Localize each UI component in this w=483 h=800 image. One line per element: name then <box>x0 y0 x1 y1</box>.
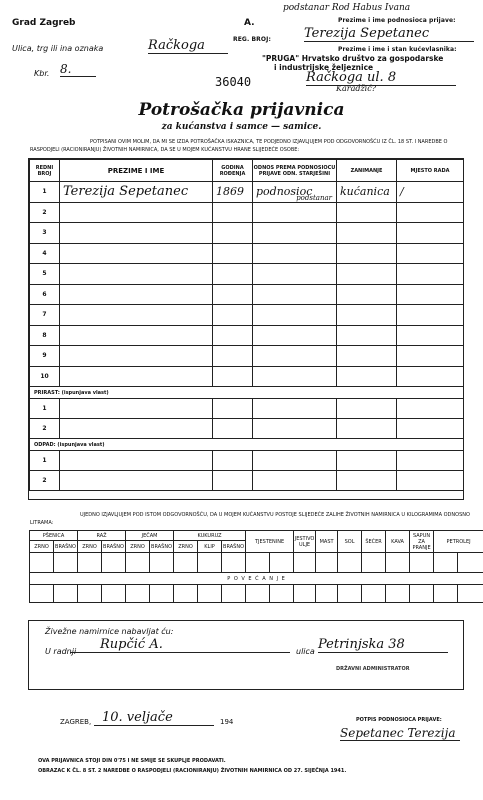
stock-cell <box>270 553 294 573</box>
col-work: MJESTO RADA <box>397 160 464 182</box>
table-row <box>30 451 464 471</box>
stock-cell <box>434 553 458 573</box>
prirast-label: PRIRAST: (ispunjava vlast) <box>30 387 464 399</box>
stock-cell <box>30 585 54 603</box>
cell-name <box>60 284 213 305</box>
stock-cell <box>222 553 246 573</box>
sub-brasno: BRAŠNO <box>222 541 246 553</box>
cell-no: 7 <box>30 305 60 326</box>
cell-empty <box>397 419 464 439</box>
cell-name <box>60 223 213 244</box>
cell-relation <box>253 305 337 326</box>
cell-year <box>213 243 253 264</box>
cell-work: / <box>397 182 464 203</box>
stamp-line1: "PRUGA" Hrvatsko društvo za gospodarske <box>262 54 444 63</box>
stock-cell <box>338 585 362 603</box>
cell-empty <box>213 419 253 439</box>
stock-cell <box>386 553 410 573</box>
sub-zrno: ZRNO <box>174 541 198 553</box>
cell-name <box>60 346 213 367</box>
cell-empty <box>213 471 253 491</box>
signature-label: POTPIS PODNOSIOCA PRIJAVE: <box>356 717 442 723</box>
stock-cell <box>410 553 434 573</box>
table-row <box>30 471 464 491</box>
cell-no: 3 <box>30 223 60 244</box>
cell-year <box>213 284 253 305</box>
cell-relation <box>253 366 337 387</box>
stock-cell <box>246 585 270 603</box>
stock-cell <box>54 553 78 573</box>
form-letter: A. <box>244 18 255 28</box>
page-title: Potrošačka prijavnica <box>138 100 345 120</box>
stock-intro: UJEDNO IZJAVLJUJEM POD ISTOM ODGOVORNOŠĆU, DA U MOJEM KUĆANSTVU POSTOJE SLIJEDEĆE ZALIHE ŽIVOTNIH NAMIRNICA U KILOGRAMIMA ODNOSNO LITRAMA: <box>30 512 470 526</box>
sub-brasno: BRAŠNO <box>102 541 126 553</box>
table-row <box>30 305 464 326</box>
owner-note: Karadžić? <box>336 84 377 93</box>
cell-empty <box>253 451 337 471</box>
supply-street-value: Petrinjska 38 <box>318 637 448 653</box>
stock-group-psenica: PŠENICA <box>30 531 78 541</box>
cell-relation <box>253 264 337 285</box>
date-value: 10. veljače <box>94 710 214 726</box>
cell-no: 1 <box>30 451 60 471</box>
applicant-label: Prezime i ime podnosioca prijave: <box>338 17 456 24</box>
cell-no: 2 <box>30 202 60 223</box>
odpad-label: ODPAD: (ispunjava vlast) <box>30 439 464 451</box>
cell-no: 10 <box>30 366 60 387</box>
sub-klip: KLIP <box>198 541 222 553</box>
cell-empty <box>397 471 464 491</box>
cell-work <box>397 243 464 264</box>
stock-cell <box>174 585 198 603</box>
cell-year <box>213 305 253 326</box>
cell-relation <box>253 202 337 223</box>
cell-work <box>397 305 464 326</box>
stock-cell <box>174 553 198 573</box>
year-label: 194 <box>220 718 234 726</box>
stock-cell <box>102 585 126 603</box>
cell-empty <box>337 419 397 439</box>
street-value: Račkoga <box>148 38 228 54</box>
table-row <box>30 284 464 305</box>
stock-cell <box>270 585 294 603</box>
table-row <box>30 346 464 367</box>
cell-empty <box>253 471 337 491</box>
stock-cell <box>294 585 316 603</box>
cell-name: Terezija Sepetanec <box>60 182 213 203</box>
house-label: Kbr. <box>34 69 50 78</box>
cell-empty <box>397 451 464 471</box>
cell-job: kućanica <box>337 182 397 203</box>
stock-col-sol: SOL <box>338 531 362 553</box>
cell-empty <box>253 419 337 439</box>
cell-relation <box>253 284 337 305</box>
cell-relation: podnosioc podstanar <box>253 182 337 203</box>
stock-cell <box>126 553 150 573</box>
stock-cell <box>410 585 434 603</box>
footer-note-1: OVA PRIJAVNICA STOJI DIN 0'75 I NE SMIJE SE SKUPLJE PRODAVATI. <box>38 758 226 764</box>
stock-table <box>29 530 483 603</box>
stamp-line2: i industrijske željeznice <box>274 63 374 72</box>
owner-value: Račkoga ul. 8 <box>306 70 456 86</box>
stock-group-raz: RAŽ <box>78 531 126 541</box>
cell-year: 1869 <box>213 182 253 203</box>
cell-no: 9 <box>30 346 60 367</box>
table-row <box>30 223 464 244</box>
stock-cell <box>434 585 458 603</box>
stock-cell <box>78 553 102 573</box>
stock-col-petrolej: PETROLEJ <box>434 531 483 553</box>
cell-no: 1 <box>30 399 60 419</box>
cell-job <box>337 223 397 244</box>
col-no: REDNI BROJ <box>30 160 60 182</box>
cell-empty <box>60 419 213 439</box>
footer-note-2: OBRAZAC K ČL. 8 ST. 2 NAREDBE O RASPODJELI (RACIONIRANJU) ŽIVOTNIH NAMIRNICA OD 27. SIJEČNJA 1941. <box>38 768 347 774</box>
cell-no: 8 <box>30 325 60 346</box>
cell-relation <box>253 243 337 264</box>
house-value: 8. <box>60 62 96 77</box>
intro-text: POTPISANI OVIM MOLIM, DA MI SE IZDA POTROŠAČKA ISKAZNICA, TE PODJEDNO IZJAVLJUJEM POD ODGOVORNOŠĆU IZ ČL. 18 ST. I NAREDBE O RASPODJELI (RACIONIRANJU) ŽIVOTNIH NAMIRNICA, DA SE U MOJEM KUĆANSTVU HRANE SLIJEDEĆE OSOBE: <box>30 139 448 153</box>
note-top: podstanar Rod Habus Ivana <box>283 3 411 13</box>
col-name: PREZIME I IME <box>60 160 213 182</box>
cell-empty <box>397 399 464 419</box>
stock-cell <box>338 553 362 573</box>
stock-cell <box>458 553 483 573</box>
cell-year <box>213 264 253 285</box>
page-subtitle: za kućanstva i samce — samice. <box>161 122 322 132</box>
cell-job <box>337 264 397 285</box>
cell-year <box>213 346 253 367</box>
cell-relation <box>253 325 337 346</box>
cell-empty <box>337 451 397 471</box>
form-number: 36040 <box>215 75 252 89</box>
signature-value: Sepetanec Terezija <box>340 726 460 741</box>
stock-cell <box>294 553 316 573</box>
cell-work <box>397 264 464 285</box>
cell-year <box>213 202 253 223</box>
cell-empty <box>60 451 213 471</box>
stock-cell <box>198 585 222 603</box>
cell-job <box>337 243 397 264</box>
table-row <box>30 325 464 346</box>
table-row <box>30 366 464 387</box>
sub-brasno: BRAŠNO <box>54 541 78 553</box>
stock-col-ulje: JESTIVO ULJE <box>294 531 316 553</box>
stock-cell <box>362 553 386 573</box>
cell-year <box>213 223 253 244</box>
cell-job <box>337 284 397 305</box>
cell-work <box>397 346 464 367</box>
cell-job <box>337 305 397 326</box>
cell-empty <box>213 399 253 419</box>
cell-empty <box>337 471 397 491</box>
reg-label: REG. BROJ: <box>233 36 271 43</box>
supply-label: Živežne namirnice nabavljat ću: <box>45 627 174 636</box>
stock-cell <box>316 585 338 603</box>
stock-cell <box>316 553 338 573</box>
stock-cell <box>54 585 78 603</box>
cell-no: 2 <box>30 419 60 439</box>
cell-job <box>337 202 397 223</box>
cell-no: 5 <box>30 264 60 285</box>
place-label: ZAGREB, <box>60 718 92 726</box>
col-year: GODINA ROĐENJA <box>213 160 253 182</box>
cell-name <box>60 305 213 326</box>
applicant-value: Terezija Sepetanec <box>304 26 474 42</box>
stock-cell <box>126 585 150 603</box>
cell-no: 1 <box>30 182 60 203</box>
stock-increase-label: P O V E Ć A N J E <box>30 573 483 585</box>
stock-cell <box>362 585 386 603</box>
table-row <box>30 264 464 285</box>
cell-job <box>337 346 397 367</box>
cell-empty <box>213 451 253 471</box>
stock-cell <box>102 553 126 573</box>
cell-name <box>60 366 213 387</box>
supply-street-label: ulica <box>296 647 315 656</box>
cell-empty <box>337 399 397 419</box>
cell-relation <box>253 346 337 367</box>
cell-work <box>397 223 464 244</box>
stock-cell <box>150 553 174 573</box>
table-row <box>30 182 464 203</box>
stock-group-jecam: JEČAM <box>126 531 174 541</box>
cell-name <box>60 202 213 223</box>
stock-cell <box>30 553 54 573</box>
stock-cell <box>198 553 222 573</box>
table-row <box>30 243 464 264</box>
shop-value: Rupčić A. <box>70 637 290 653</box>
stock-cell <box>458 585 483 603</box>
cell-empty <box>253 399 337 419</box>
cell-work <box>397 202 464 223</box>
sub-zrno: ZRNO <box>30 541 54 553</box>
stock-col-kava: KAVA <box>386 531 410 553</box>
cell-year <box>213 366 253 387</box>
stock-group-kukuruz: KUKURUZ <box>174 531 246 541</box>
cell-work <box>397 284 464 305</box>
col-job: ZANIMANJE <box>337 160 397 182</box>
cell-work <box>397 366 464 387</box>
cell-empty <box>60 471 213 491</box>
sub-zrno: ZRNO <box>78 541 102 553</box>
stock-cell <box>150 585 174 603</box>
stock-cell <box>222 585 246 603</box>
cell-relation <box>253 223 337 244</box>
relation-note: podstanar <box>296 193 332 202</box>
state-stamp: DRŽAVNI ADMINISTRATOR <box>336 666 410 672</box>
stock-col-tjestenine: TJESTENINE <box>246 531 294 553</box>
cell-no: 6 <box>30 284 60 305</box>
owner-label: Prezime i ime i stan kućevlasnika: <box>338 46 457 53</box>
sub-brasno: BRAŠNO <box>150 541 174 553</box>
cell-no: 2 <box>30 471 60 491</box>
cell-no: 4 <box>30 243 60 264</box>
cell-name <box>60 243 213 264</box>
cell-job <box>337 366 397 387</box>
cell-name <box>60 325 213 346</box>
city-label: Grad Zagreb <box>12 18 76 28</box>
table-row <box>30 419 464 439</box>
cell-work <box>397 325 464 346</box>
stock-col-sapun: SAPUN ZA PRANJE <box>410 531 434 553</box>
sub-zrno: ZRNO <box>126 541 150 553</box>
cell-job <box>337 325 397 346</box>
stock-cell <box>386 585 410 603</box>
cell-name <box>60 264 213 285</box>
persons-table <box>29 159 464 491</box>
stock-cell <box>78 585 102 603</box>
col-relation: ODNOS PREMA PODNOSIOCU PRIJAVE ODN. STARJEŠINI <box>253 160 337 182</box>
stock-col-secer: ŠEĆER <box>362 531 386 553</box>
stock-cell <box>246 553 270 573</box>
cell-year <box>213 325 253 346</box>
cell-empty <box>60 399 213 419</box>
table-row <box>30 202 464 223</box>
shop-label: U radnji <box>45 647 77 656</box>
table-row <box>30 399 464 419</box>
street-label: Ulica, trg ili ina oznaka <box>12 44 104 53</box>
stock-col-mast: MAST <box>316 531 338 553</box>
